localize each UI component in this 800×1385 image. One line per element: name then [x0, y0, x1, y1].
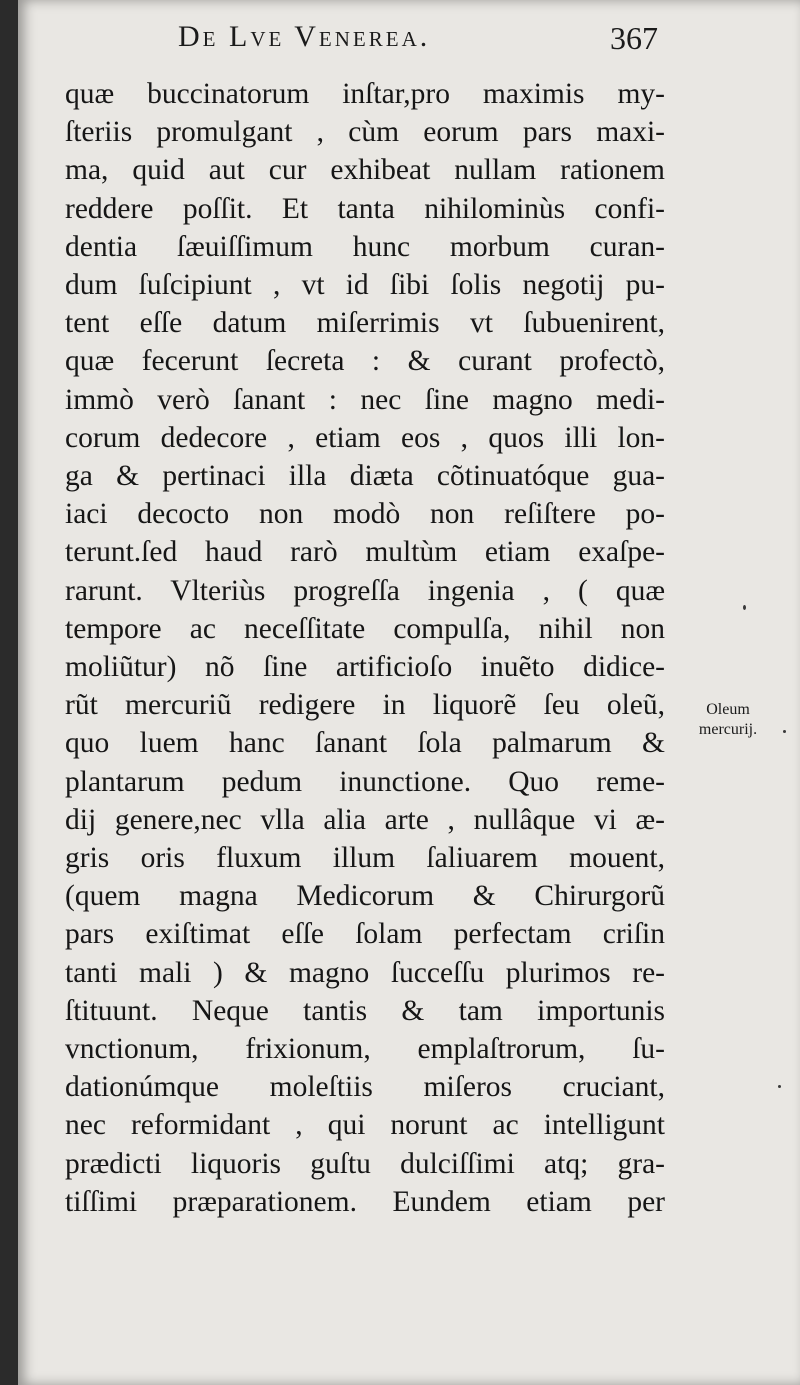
text-line: ma, quid aut cur exhibeat nullam rationem — [65, 154, 665, 187]
text-line: tiſſimi præparationem. Eundem etiam per — [65, 1185, 665, 1218]
text-line: quæ buccinatorum inſtar,pro maximis my- — [65, 78, 665, 110]
text-line: quæ fecerunt ſecreta : & curant profectò, — [65, 345, 665, 378]
text-line: quo luem hanc ſanant ſola palmarum & — [65, 727, 665, 760]
text-line: dationúmque moleſtiis miſeros cruciant, — [65, 1071, 665, 1104]
text-line: rarunt. Vlteriùs progreſſa ingenia , ( quæ — [65, 574, 665, 607]
text-line: terunt.ſed haud rarò multùm etiam exaſpe- — [65, 536, 665, 569]
text-line: dij genere,nec vlla alia arte , nullâque vi æ- — [65, 803, 665, 836]
text-line: ſteriis promulgant , cùm eorum pars maxi- — [65, 116, 665, 149]
text-line: dentia ſæuiſſimum hunc morbum curan- — [65, 230, 665, 263]
text-line: tanti mali ) & magno ſucceſſu plurimos re- — [65, 956, 665, 989]
text-line: tent eſſe datum miſerrimis vt ſubuenirent, — [65, 307, 665, 340]
text-line: corum dedecore , etiam eos , quos illi lon- — [65, 421, 665, 454]
text-line: pars exiſtimat eſſe ſolam perfectam criſin — [65, 918, 665, 951]
text-line: moliũtur) nõ ſine artificioſo inuẽto didice- — [65, 651, 665, 684]
running-head: De Lve Venerea. — [178, 20, 431, 53]
text-line: (quem magna Medicorum & Chirurgorũ — [65, 880, 665, 913]
marginal-note-line: Oleum — [706, 701, 750, 718]
page-number: 367 — [610, 20, 658, 56]
text-line: dum ſuſcipiunt , vt id ſibi ſolis negotij pu- — [65, 269, 665, 302]
text-line: reddere poſſit. Et tanta nihilominùs confi- — [65, 192, 665, 225]
text-line: plantarum pedum inunctione. Quo reme- — [65, 765, 665, 798]
text-line: tempore ac neceſſitate compulſa, nihil non — [65, 612, 665, 645]
text-line: rũt mercuriũ redigere in liquorẽ ſeu oleũ, — [65, 689, 665, 722]
body-text — [65, 75, 665, 1221]
text-line: ga & pertinaci illa diæta cõtinuatóque gua- — [65, 460, 665, 493]
text-line: gris oris fluxum illum ſaliuarem mouent, — [65, 842, 665, 875]
text-line: immò verò ſanant : nec ſine magno medi- — [65, 383, 665, 416]
text-line: ſtituunt. Neque tantis & tam importunis — [65, 994, 665, 1027]
marginal-note — [673, 700, 783, 740]
marginal-note-line: mercurij. — [698, 721, 758, 738]
paper-speck — [743, 605, 746, 610]
paper-speck — [778, 1085, 781, 1088]
paper-speck — [783, 730, 786, 733]
text-line: vnctionum, frixionum, emplaſtrorum, ſu- — [65, 1033, 665, 1066]
text-line: prædicti liquoris guſtu dulciſſimi atq; gra- — [65, 1147, 665, 1180]
book-page — [18, 0, 800, 1385]
text-line: iaci decocto non modò non reſiſtere po- — [65, 498, 665, 531]
text-line: nec reformidant , qui norunt ac intelligunt — [65, 1109, 665, 1142]
